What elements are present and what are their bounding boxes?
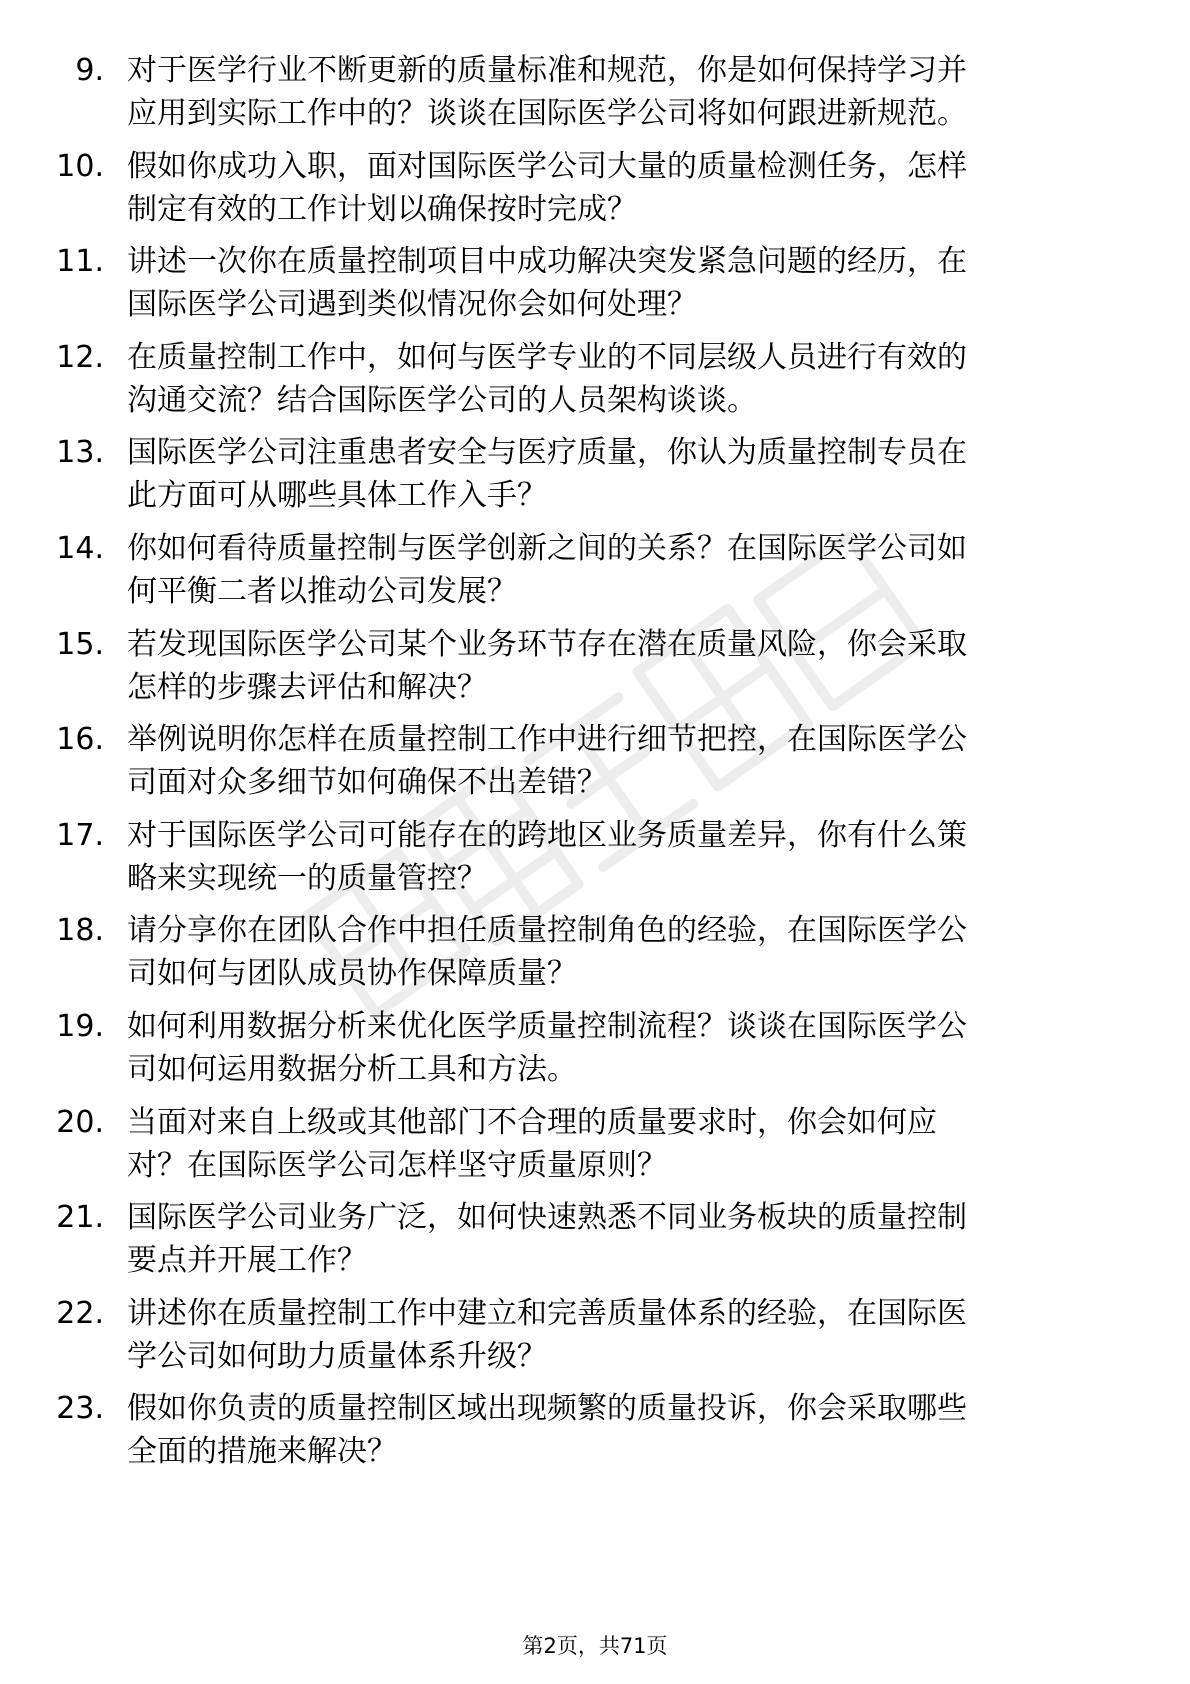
- question-item: [0, 48, 1190, 144]
- question-text-line: 举例说明你怎样在质量控制工作中进行细节把控，在国际医学公: [127, 722, 967, 758]
- question-text-line: 对于国际医学公司可能存在的跨地区业务质量差异，你有什么策: [127, 817, 967, 853]
- question-item: [0, 717, 1190, 813]
- question-number: 23.: [56, 1391, 104, 1427]
- question-text-line: 国际医学公司业务广泛，如何快速熟悉不同业务板块的质量控制: [127, 1200, 967, 1236]
- question-number: 12.: [56, 339, 104, 375]
- question-text-line: 要点并开展工作？: [127, 1243, 367, 1279]
- question-text-line: 全面的措施来解决？: [127, 1434, 397, 1470]
- question-item: [0, 526, 1190, 622]
- question-item: [0, 622, 1190, 718]
- question-item: [0, 813, 1190, 909]
- question-text-line: 若发现国际医学公司某个业务环节存在潜在质量风险，你会采取: [127, 626, 967, 662]
- question-text-line: 如何利用数据分析来优化医学质量控制流程？谈谈在国际医学公: [127, 1008, 967, 1044]
- question-text-line: 制定有效的工作计划以确保按时完成？: [127, 191, 637, 227]
- question-number: 9.: [75, 53, 104, 88]
- question-text-line: 讲述你在质量控制工作中建立和完善质量体系的经验，在国际医: [127, 1295, 967, 1331]
- question-text-line: 在质量控制工作中，如何与医学专业的不同层级人员进行有效的: [127, 339, 967, 375]
- question-text-line: 你如何看待质量控制与医学创新之间的关系？在国际医学公司如: [127, 530, 967, 566]
- question-item: [0, 1100, 1190, 1196]
- question-number: 17.: [56, 817, 104, 853]
- question-item: [0, 1004, 1190, 1100]
- question-item: [0, 908, 1190, 1004]
- question-text-line: 假如你成功入职，面对国际医学公司大量的质量检测任务，怎样: [127, 148, 967, 184]
- question-item: [0, 239, 1190, 335]
- question-number: 22.: [56, 1295, 104, 1331]
- question-text-line: 怎样的步骤去评估和解决？: [127, 669, 487, 705]
- question-item: [0, 430, 1190, 526]
- question-text-line: 当面对来自上级或其他部门不合理的质量要求时，你会如何应: [127, 1104, 937, 1140]
- question-text-line: 应用到实际工作中的？谈谈在国际医学公司将如何跟进新规范。: [127, 96, 967, 131]
- question-item: [0, 1291, 1190, 1387]
- question-text-line: 假如你负责的质量控制区域出现频繁的质量投诉，你会采取哪些: [127, 1391, 967, 1427]
- question-number: 13.: [56, 435, 104, 471]
- question-number: 11.: [56, 244, 104, 280]
- question-number: 18.: [56, 913, 104, 949]
- question-number: 16.: [56, 722, 104, 758]
- question-text-line: 国际医学公司遇到类似情况你会如何处理？: [127, 287, 697, 323]
- question-item: [0, 335, 1190, 431]
- question-item: [0, 144, 1190, 240]
- question-text-line: 对？在国际医学公司怎样坚守质量原则？: [127, 1147, 667, 1183]
- question-text-line: 请分享你在团队合作中担任质量控制角色的经验，在国际医学公: [127, 913, 967, 949]
- question-text-line: 讲述一次你在质量控制项目中成功解决突发紧急问题的经历，在: [127, 244, 967, 280]
- question-number: 21.: [56, 1200, 104, 1236]
- question-text-line: 司面对众多细节如何确保不出差错？: [127, 765, 607, 801]
- question-item: [0, 1195, 1190, 1291]
- question-number: 10.: [56, 148, 104, 184]
- question-text-line: 司如何与团队成员协作保障质量？: [127, 956, 577, 992]
- question-text-line: 国际医学公司注重患者安全与医疗质量，你认为质量控制专员在: [127, 435, 967, 471]
- question-text-line: 何平衡二者以推动公司发展？: [127, 573, 517, 609]
- page-number: 第2页，共71页: [522, 1634, 668, 1658]
- question-text-line: 沟通交流？结合国际医学公司的人员架构谈谈。: [127, 382, 757, 418]
- question-number: 15.: [56, 626, 104, 662]
- question-list: [0, 48, 1190, 1482]
- question-text-line: 对于医学行业不断更新的质量标准和规范，你是如何保持学习并: [127, 53, 967, 88]
- question-text-line: 学公司如何助力质量体系升级？: [127, 1338, 547, 1374]
- question-number: 19.: [56, 1008, 104, 1044]
- question-text-line: 司如何运用数据分析工具和方法。: [127, 1051, 577, 1087]
- question-number: 20.: [56, 1104, 104, 1140]
- question-item: [0, 1386, 1190, 1482]
- question-text-line: 此方面可从哪些具体工作入手？: [127, 478, 547, 514]
- question-number: 14.: [56, 530, 104, 566]
- question-text-line: 略来实现统一的质量管控？: [127, 860, 487, 896]
